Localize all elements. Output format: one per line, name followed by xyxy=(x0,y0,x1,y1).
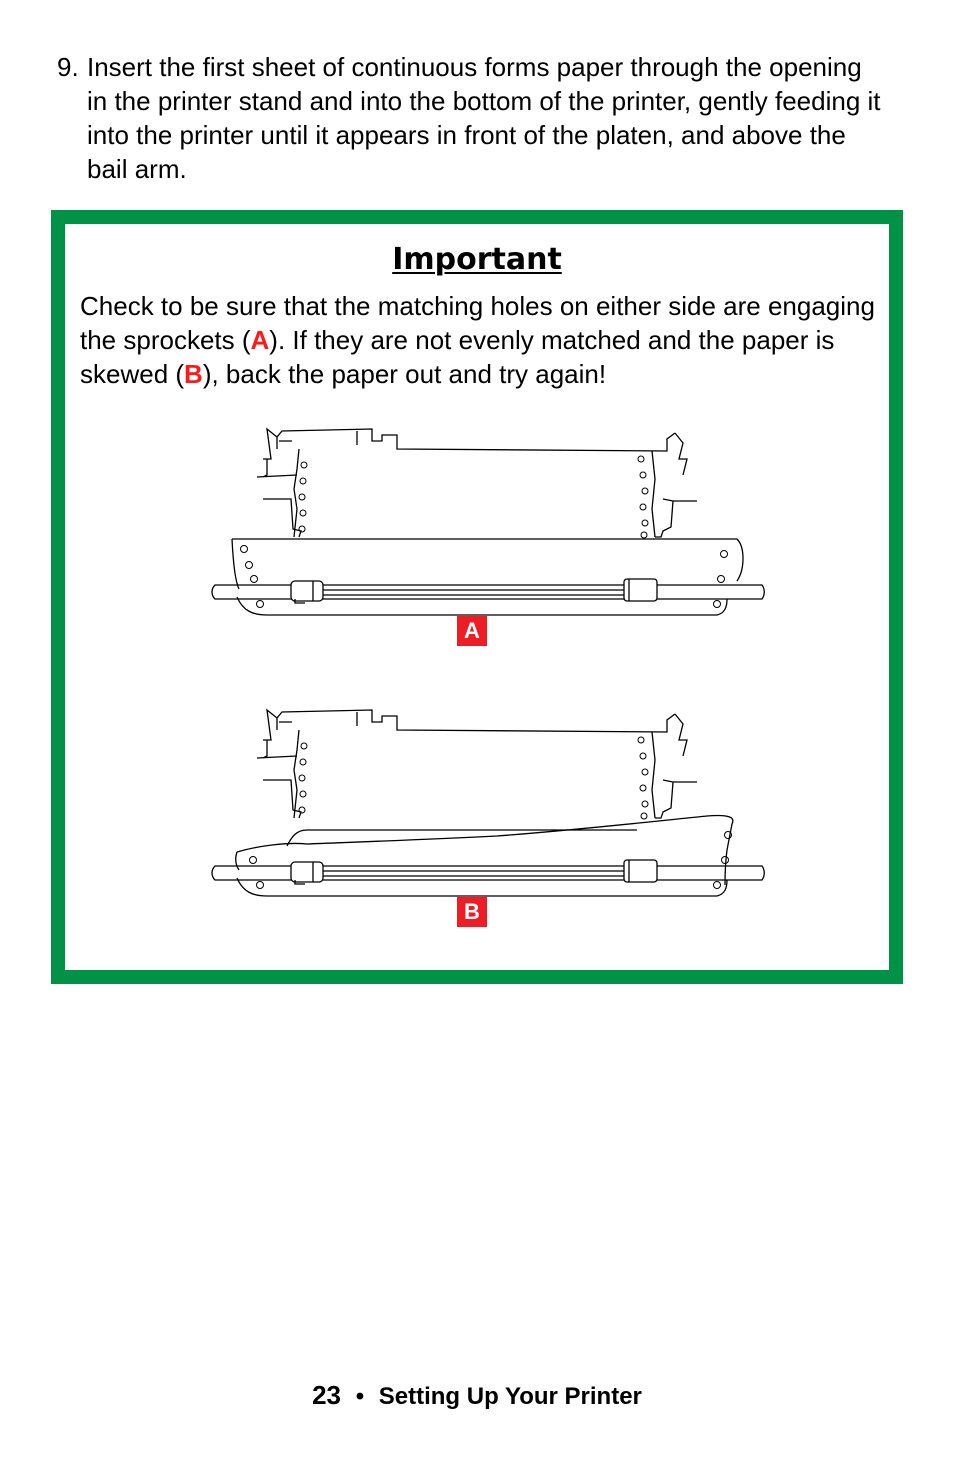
figure-aligned-paper xyxy=(197,419,757,619)
important-text-part3: ), back the paper out and try again! xyxy=(202,359,607,389)
page-number: 23 xyxy=(312,1380,342,1410)
important-text-part2: ). If they are not evenly matched and the paper is skewed ( xyxy=(80,325,835,389)
callout-letter-a: A xyxy=(250,325,270,355)
page-footer xyxy=(0,1380,954,1411)
step-9 xyxy=(57,50,887,186)
callout-letter-b: B xyxy=(184,359,203,389)
figure-skewed-paper xyxy=(197,700,757,900)
important-text-part1: Check to be sure that the matching holes on either side are engaging the sprockets ( xyxy=(80,291,875,355)
important-text xyxy=(80,289,880,391)
figure-label-b: B xyxy=(457,897,487,927)
step-number: 9. xyxy=(57,52,79,82)
important-box xyxy=(51,210,903,984)
section-title: Setting Up Your Printer xyxy=(378,1383,642,1410)
figure-label-a: A xyxy=(457,616,487,646)
step-text: Insert the first sheet of continuous forms paper through the opening in the printer stand and into the bottom of the printer, gently feeding it into the printer until it appears in front of the platen, and above the bail arm. xyxy=(87,52,881,184)
footer-separator: • xyxy=(355,1383,365,1410)
important-title: Important xyxy=(392,242,562,277)
